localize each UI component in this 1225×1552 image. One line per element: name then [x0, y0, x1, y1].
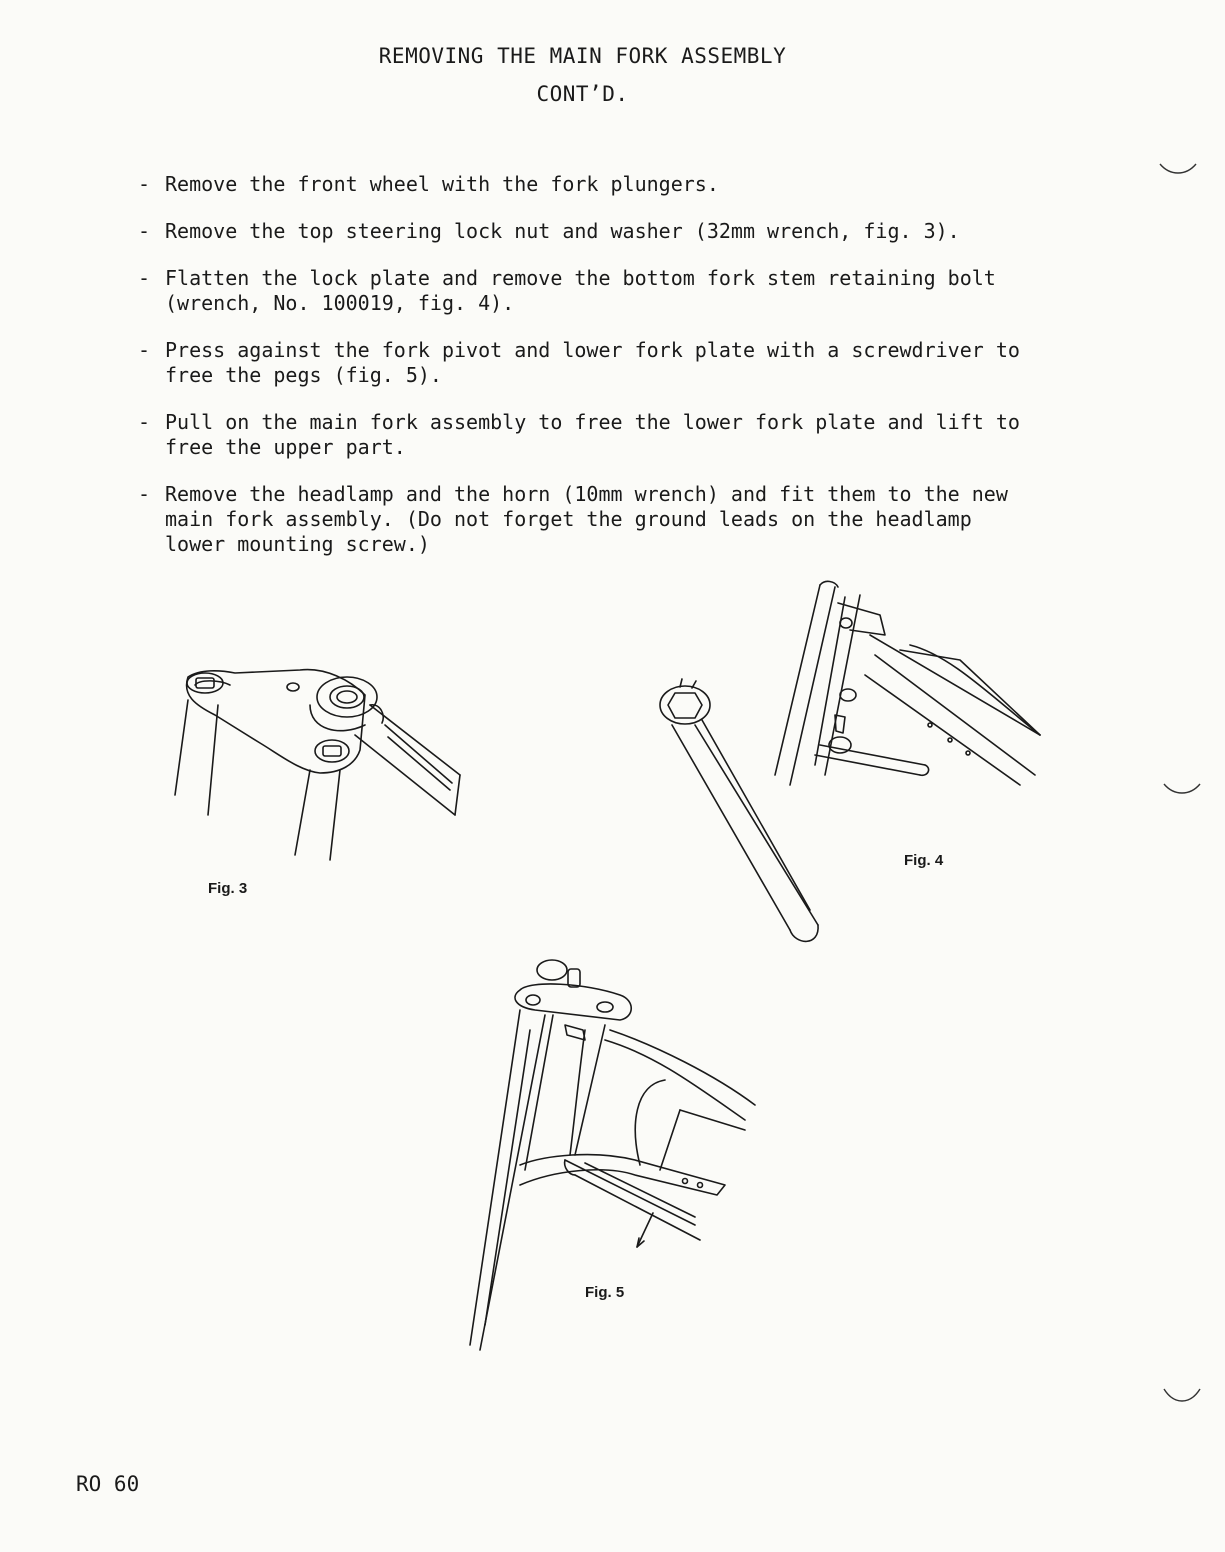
- step-bullet: -: [138, 338, 151, 362]
- step-text: Flatten the lock plate and remove the bottom fork stem retaining bolt (wrench, No. 100019, fig. 4).: [165, 266, 996, 315]
- step-item: [138, 172, 1038, 197]
- step-item: [138, 338, 1038, 388]
- figure-3-label: Fig. 3: [208, 880, 248, 897]
- step-item: [138, 482, 1038, 557]
- step-text: Pull on the main fork assembly to free the lower fork plate and lift to free the upper part.: [165, 410, 1020, 459]
- step-bullet: -: [138, 266, 151, 290]
- step-bullet: -: [138, 172, 151, 196]
- step-item: [138, 266, 1038, 316]
- step-item: [138, 410, 1038, 460]
- step-bullet: -: [138, 219, 151, 243]
- step-text: Remove the top steering lock nut and washer (32mm wrench, fig. 3).: [165, 219, 960, 243]
- step-text: Press against the fork pivot and lower fork plate with a screwdriver to free the pegs (fig. 5).: [165, 338, 1020, 387]
- step-bullet: -: [138, 410, 151, 434]
- page-title: REMOVING THE MAIN FORK ASSEMBLY: [378, 44, 787, 68]
- figure-4-label: Fig. 4: [904, 852, 944, 869]
- procedure-steps: [138, 172, 1038, 579]
- figure-3-illustration: [160, 655, 480, 875]
- margin-mark-icon: [1162, 780, 1202, 800]
- margin-mark-icon: [1162, 1385, 1202, 1409]
- figure-4-illustration: [650, 575, 1050, 955]
- step-bullet: -: [138, 482, 151, 506]
- step-text: Remove the headlamp and the horn (10mm wrench) and fit them to the new main fork assembly. (Do not forget the ground leads on the headlamp lower mounting screw.): [165, 482, 1008, 556]
- figure-5-label: Fig. 5: [585, 1284, 625, 1301]
- page-subtitle: CONT’D.: [536, 82, 629, 106]
- step-item: [138, 219, 1038, 244]
- margin-mark-icon: [1158, 160, 1198, 180]
- step-text: Remove the front wheel with the fork plungers.: [165, 172, 719, 196]
- page-code: RO 60: [76, 1472, 140, 1496]
